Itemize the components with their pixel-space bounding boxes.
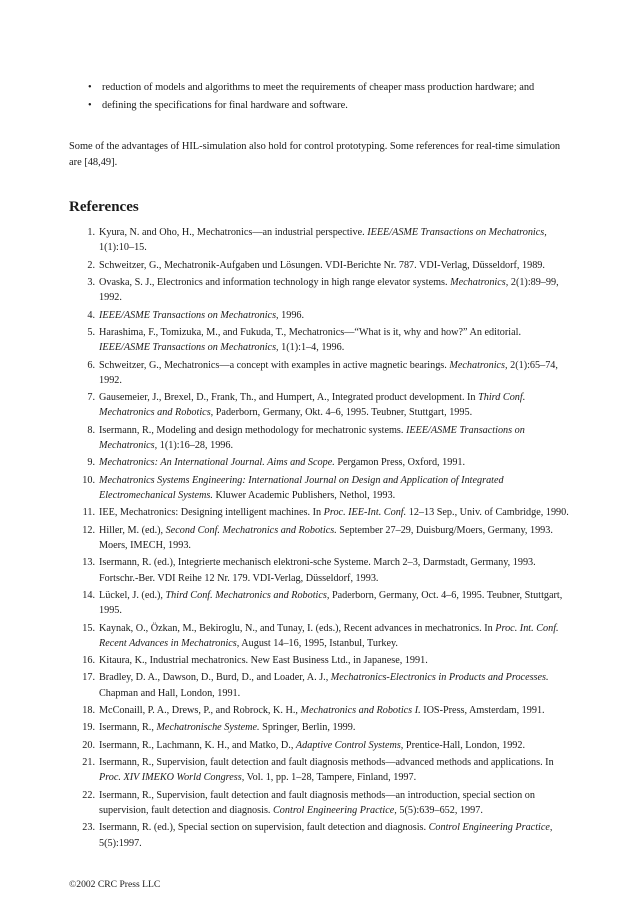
reference-text [99,703,572,718]
reference-text [99,788,572,818]
reference-text-part: Isermann, R., Lachmann, K. H., and Matko, D., [99,739,296,751]
reference-text-part: Schweitzer, G., Mechatronics—a concept with examples in active magnetic bearings. [99,359,450,371]
reference-text-part: McConaill, P. A., Drews, P., and Robrock, K. H., [99,705,301,717]
reference-text-part: 1996. [278,309,305,321]
reference-number: 16. [82,655,95,667]
reference-text-part: Isermann, R. (ed.), Special section on supervision, fault detection and diagnosis. [99,822,429,834]
reference-text-part: 2(1):65–74, 1992. [99,359,558,386]
reference-text-part: Kyura, N. and Oho, H., Mechatronics—an industrial perspective. [99,227,368,238]
reference-number: 23. [82,822,95,834]
reference-text [99,308,572,323]
reference-text [99,505,572,520]
reference-number: 20. [82,739,95,751]
reference-text-part: IOS-Press, Amsterdam, 1991. [420,705,545,717]
reference-italic-title: Proc. Int. Conf. Recent Advances in Mechatronics, [99,622,559,649]
reference-number: 4. [87,309,95,321]
reference-text [99,225,572,255]
reference-number: 11. [82,507,95,519]
bullet-item [88,80,573,96]
reference-item [69,390,572,420]
reference-italic-title: Proc. XIV IMEKO World Congress, [99,772,245,784]
reference-number: 2. [87,259,95,271]
reference-number: 3. [87,276,95,288]
reference-number: 9. [87,457,95,469]
reference-text-part: Gausemeier, J., Brexel, D., Frank, Th., and Humpert, A., Integrated product development. In [99,392,479,404]
body-paragraph: Some of the advantages of HIL-simulation also hold for control prototyping. Some references for real-time simulation are [48,49]. [69,141,561,168]
reference-text-part: 2(1):89–99, 1992. [99,276,559,304]
reference-text-part: Schweitzer, G., Mechatronik-Aufgaben und Lösungen. VDI-Berichte Nr. 787. VDI-Verlag, Düsseldorf, 1989. [99,259,545,271]
reference-text [99,738,572,753]
reference-italic-title: IEEE/ASME Transactions on Mechatronics, [367,227,547,238]
reference-text-part: August 14–16, 1995, Istanbul, Turkey. [239,637,398,649]
reference-italic-title: Second Conf. Mechatronics and Robotics. [165,524,337,536]
reference-number: 22. [82,789,95,801]
reference-text [99,473,572,503]
reference-item [69,505,572,520]
reference-item [69,423,572,453]
reference-text-part: Kaynak, O., Özkan, M., Bekiroglu, N., and Tunay, I. (eds.), Recent advances in mechatronics. In [99,622,496,634]
bullet-item [88,98,573,114]
reference-text [99,755,572,785]
reference-text-part: 5(5):1997. [99,837,142,849]
reference-item [69,653,572,668]
reference-text-part: Isermann, R., Supervision, fault detection and fault diagnosis methods—advanced methods and applications. In [99,757,554,769]
bullet-list [88,80,573,116]
reference-number: 5. [87,326,95,338]
reference-item [69,258,572,273]
reference-item [69,703,572,718]
reference-text-part: Prentice-Hall, London, 1992. [403,739,526,751]
bullet-dot-icon: • [88,100,92,111]
reference-italic-title: Mechatronics-Electronics in Products and Processes. [330,672,549,684]
reference-item [69,738,572,753]
reference-text-part: Ovaska, S. J., Electronics and information technology in high range elevator systems. [99,276,451,288]
reference-text [99,455,572,470]
reference-number: 14. [82,589,95,601]
reference-italic-title: Control Engineering Practice, [273,805,397,817]
reference-item [69,670,572,700]
reference-text [99,653,572,668]
reference-italic-title: Third Conf. Mechatronics and Robotics, [99,392,526,419]
reference-item [69,225,572,255]
reference-text-part: Bradley, D. A., Dawson, D., Burd, D., and Loader, A. J., [99,672,331,684]
reference-text-part: IEE, Mechatronics: Designing intelligent machines. In [99,507,324,519]
reference-item [69,788,572,818]
reference-italic-title: IEEE/ASME Transactions on Mechatronics, [99,342,279,354]
reference-item [69,455,572,470]
reference-text [99,588,572,618]
reference-text-part: Isermann, R. (ed.), Integrierte mechanisch elektroni-sche Systeme. March 2–3, Darmstadt, Germany, 1993. Fortschr.-Ber. VDI Reihe 12 Nr. 179. VDI-Verlag, Düsseldorf, 1993. [99,557,536,584]
reference-text-part: Springer, Berlin, 1999. [259,722,356,734]
reference-text-part: 1(1):10–15. [99,242,147,254]
reference-number: 12. [82,524,95,536]
reference-text [99,720,572,735]
reference-item [69,621,572,651]
reference-italic-title: Third Conf. Mechatronics and Robotics, [165,589,330,601]
reference-text [99,358,572,388]
reference-text-part: Paderborn, Germany, Okt. 4–6, 1995. Teubner, Stuttgart, 1995. [213,407,473,419]
reference-text-part: 12–13 Sep., Univ. of Cambridge, 1990. [406,507,569,519]
reference-text-part: Hiller, M. (ed.), [99,524,166,536]
reference-text [99,555,572,585]
reference-italic-title: Mechatronics and Robotics I. [300,705,421,717]
reference-text-part: Paderborn, Germany, Oct. 4–6, 1995. Teubner, Stuttgart, 1995. [99,589,563,617]
reference-text [99,523,572,553]
reference-text [99,390,572,420]
reference-number: 6. [87,359,95,371]
reference-italic-title: Mechatronics: An International Journal. Aims and Scope. [99,457,335,469]
reference-number: 10. [82,474,95,486]
section-heading: References [69,199,139,215]
reference-text [99,621,572,651]
reference-number: 15. [82,622,95,634]
reference-italic-title: IEEE/ASME Transactions on Mechatronics, [99,424,525,451]
reference-text [99,258,572,273]
reference-italic-title: Control Engineering Practice, [428,822,553,834]
reference-text-part: Harashima, F., Tomizuka, M., and Fukuda, T., Mechatronics—“What is it, why and how?” An editorial. [99,326,522,338]
reference-text-part: Isermann, R., Modeling and design methodology for mechatronic systems. [99,424,406,436]
reference-italic-title: IEEE/ASME Transactions on Mechatronics, [99,309,279,321]
reference-text [99,820,572,850]
reference-number: 13. [82,557,95,569]
bullet-text: reduction of models and algorithms to meet the requirements of cheaper mass production hardware; and [102,82,535,93]
reference-text-part: Isermann, R., Supervision, fault detection and fault diagnosis methods—an introduction, special section on supervision, fault detection and diagnosis. [99,789,535,817]
reference-number: 8. [87,424,95,436]
reference-item [69,275,572,305]
reference-text-part: Vol. 1, pp. 1–28, Tampere, Finland, 1997. [244,772,417,784]
reference-text [99,423,572,453]
reference-number: 21. [82,757,95,769]
reference-text-part: September 27–29, Duisburg/Moers, Germany, 1993. Moers, IMECH, 1993. [99,524,553,551]
reference-italic-title: Proc. IEE-Int. Conf. [323,507,407,519]
reference-italic-title: Mechatronics, [450,276,509,288]
reference-text-part: Pergamon Press, Oxford, 1991. [334,457,466,469]
reference-number: 19. [82,722,95,734]
reference-item [69,473,572,503]
reference-text-part: 5(5):639–652, 1997. [396,805,483,817]
reference-text [99,325,572,355]
reference-text [99,275,572,305]
reference-text-part: Lückel, J. (ed.), [99,589,166,601]
reference-item [69,755,572,785]
reference-italic-title: Mechatronics, [449,359,508,371]
bullet-dot-icon: • [88,82,92,93]
reference-item [69,720,572,735]
reference-number: 1. [87,227,95,238]
reference-text-part: Isermann, R., [99,722,157,734]
reference-italic-title: Mechatronics Systems Engineering: International Journal on Design and Application of Integrated Electromechanical Systems. [99,474,504,501]
reference-text-part: 1(1):16–28, 1996. [157,439,234,451]
reference-number: 7. [87,392,95,404]
reference-item [69,820,572,850]
reference-text-part: Kitaura, K., Industrial mechatronics. New East Business Ltd., in Japanese, 1991. [99,655,428,667]
reference-number: 18. [82,705,95,717]
reference-item [69,588,572,618]
reference-item [69,358,572,388]
reference-list [69,225,572,853]
reference-text [99,670,572,700]
reference-text-part: Chapman and Hall, London, 1991. [99,687,241,699]
reference-item [69,523,572,553]
reference-item [69,308,572,323]
reference-italic-title: Mechatronische Systeme. [156,722,260,734]
reference-italic-title: Adaptive Control Systems, [295,739,404,751]
reference-text-part: 1(1):1–4, 1996. [278,342,345,354]
bullet-text: defining the specifications for final hardware and software. [102,100,348,111]
reference-item [69,555,572,585]
reference-item [69,325,572,355]
reference-number: 17. [82,672,95,684]
copyright-footer: ©2002 CRC Press LLC [69,879,161,890]
reference-text-part: Kluwer Academic Publishers, Nethol, 1993. [212,489,396,501]
